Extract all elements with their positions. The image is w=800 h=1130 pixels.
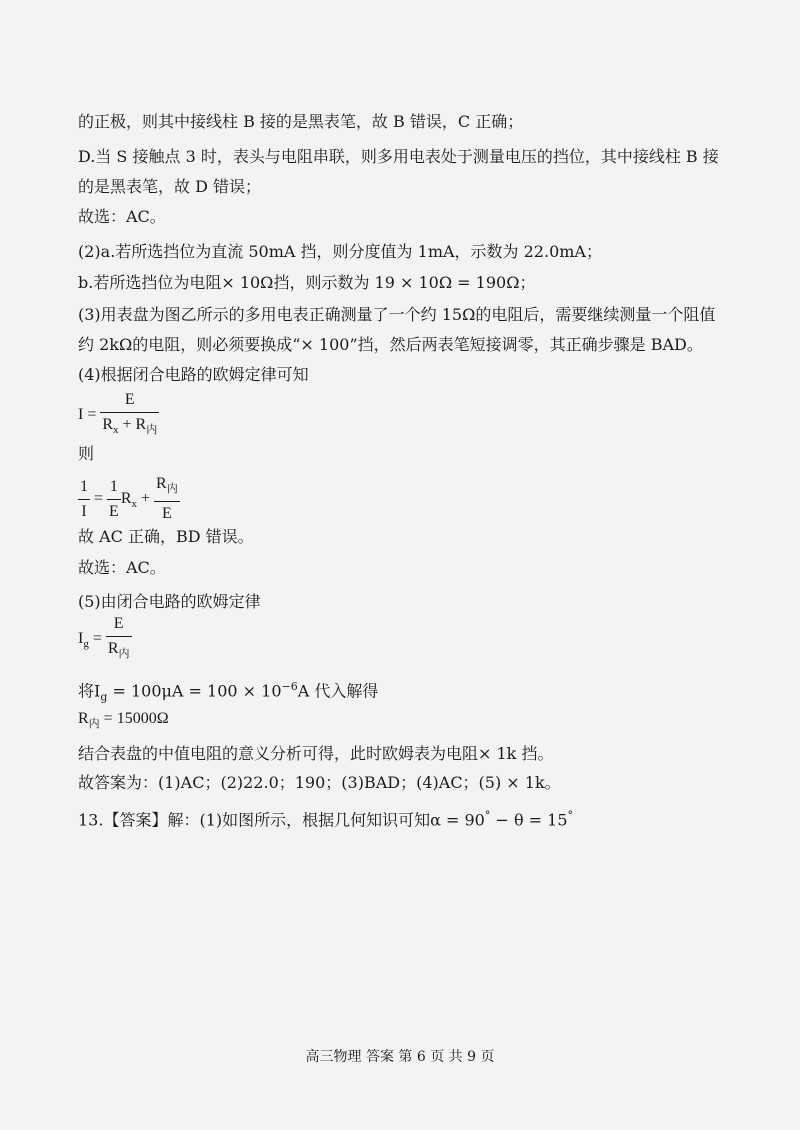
eq-lhs: I =	[78, 405, 97, 423]
page-footer: 高三物理 答案 第 6 页 共 9 页	[305, 1049, 495, 1065]
eq-numerator: E	[124, 391, 135, 408]
text-line: $R_内 = 15000\Omega$	[78, 710, 169, 731]
eq-fraction	[100, 390, 159, 440]
text-line: 约 2kΩ的电阻，则必须要换成“× 100”挡，然后两表笔短接调零，其正确步骤是 BAD。	[78, 335, 703, 354]
text-line: 故 AC 正确，BD 错误。	[78, 527, 254, 546]
text-line: 13.【答案】解：(1)如图所示，根据几何知识可知α = 90° − θ = 15°	[78, 809, 574, 830]
text-line: 的正极，则其中接线柱 B 接的是黑表笔，故 B 错误，C 正确；	[78, 112, 524, 131]
text-line: 故选：AC。	[78, 207, 166, 226]
text-line: 则	[78, 444, 95, 463]
equation-reciprocal: $\frac{1}{I}$ = $\frac{1}{E}$ $R_x$ + $\frac{R_内}{E}$	[80, 475, 178, 523]
text-line: 故答案为：(1)AC；(2)22.0；190；(3)BAD；(4)AC；(5) × 1k。	[78, 773, 561, 792]
text-line: (2)a.若所选挡位为直流 50mA 挡，则分度值为 1mA，示数为 22.0mA；	[78, 242, 602, 261]
equation-full-current: $I_g$ = $\frac{E}{R_内}$	[78, 614, 132, 664]
text-line: 的是黑表笔，故 D 错误；	[78, 177, 262, 196]
equation-ohm-law	[78, 390, 159, 440]
text-line: 将$I_g = 100\mu A = 100 \times 10^{-6}A$ 代入解得	[78, 680, 379, 704]
eq-denominator: $R_x + R_内$	[100, 412, 159, 440]
text-line: D.当 S 接触点 3 时，表头与电阻串联，则多用电表处于测量电压的挡位，其中接线柱 B 接	[78, 147, 719, 166]
text-line: 结合表盘的中值电阻的意义分析可得，此时欧姆表为电阻× 1k 挡。	[78, 744, 554, 763]
text-line: 故选：AC。	[78, 558, 166, 577]
text-line: (3)用表盘为图乙所示的多用电表正确测量了一个约 15Ω的电阻后，需要继续测量一个阻值	[78, 305, 716, 324]
text-line: (5)由闭合电路的欧姆定律	[78, 592, 261, 611]
text-line: b.若所选挡位为电阻× 10Ω挡，则示数为 19 × 10Ω = 190Ω；	[78, 273, 536, 292]
text-line: (4)根据闭合电路的欧姆定律可知	[78, 365, 309, 384]
